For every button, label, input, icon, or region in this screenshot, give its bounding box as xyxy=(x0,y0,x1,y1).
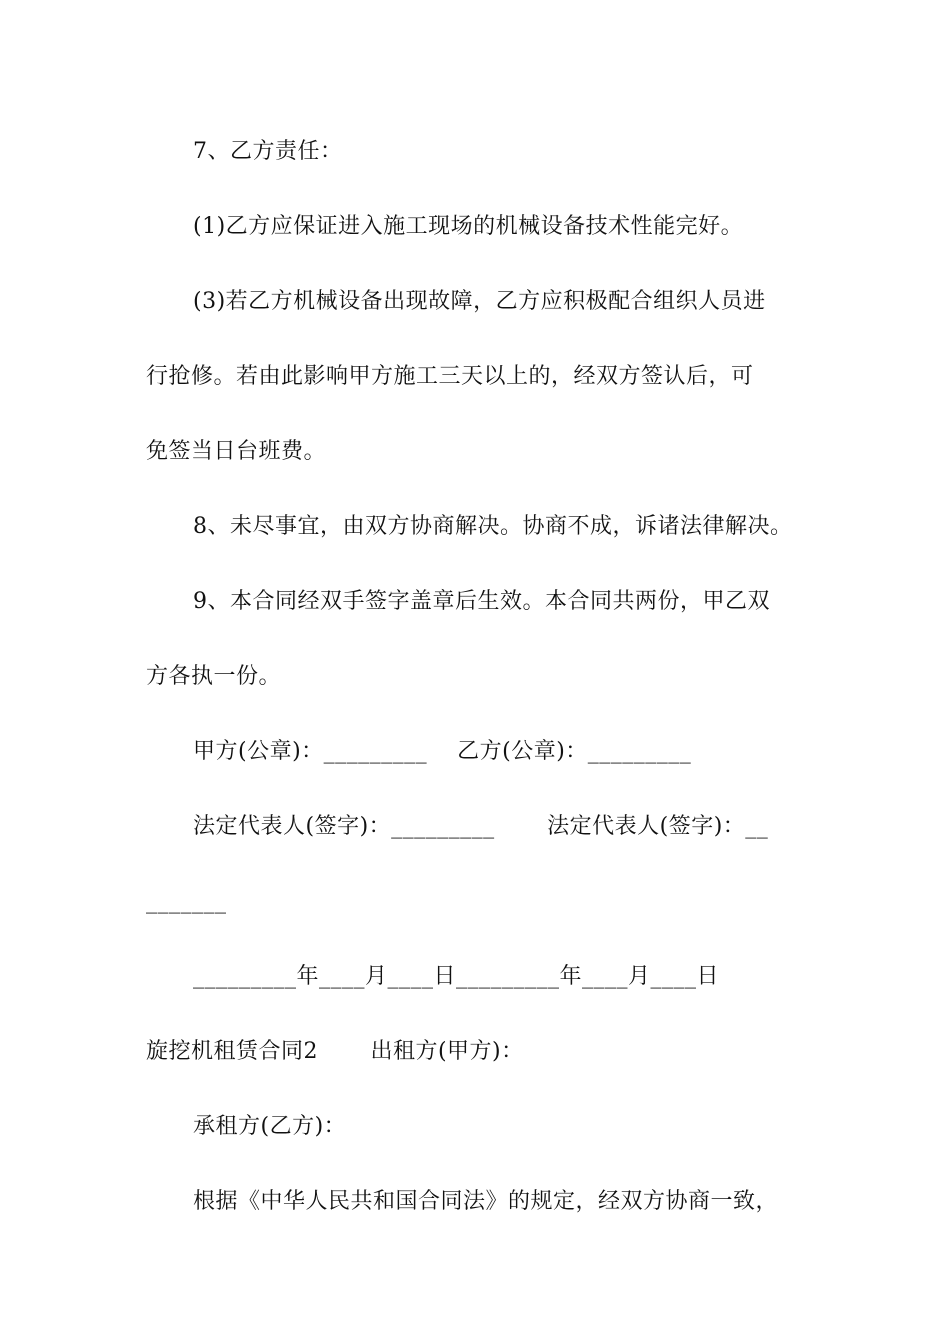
legal-rep-signature-continuation: _______ xyxy=(146,889,227,914)
clause-7-item-3-line-3: 免签当日台班费。 xyxy=(146,439,327,464)
clause-9-line-2: 方各执一份。 xyxy=(146,664,282,689)
date-line: _________年____月____日_________年____月____日 xyxy=(193,964,720,989)
clause-8: 8、未尽事宜，由双方协商解决。协商不成，诉诸法律解决。 xyxy=(193,514,793,539)
clause-7-item-1: (1)乙方应保证进入施工现场的机械设备技术性能完好。 xyxy=(193,214,744,239)
clause-9-line-1: 9、本合同经双手签字盖章后生效。本合同共两份，甲乙双 xyxy=(193,589,770,614)
seal-line: 甲方(公章)：_________ 乙方(公章)：_________ xyxy=(193,739,692,764)
clause-7-heading: 7、乙方责任： xyxy=(193,139,343,164)
lessee-line: 承租方(乙方)： xyxy=(193,1114,347,1139)
contract-2-title-lessor: 旋挖机租赁合同2 出租方(甲方)： xyxy=(146,1039,524,1064)
clause-7-item-3-line-2: 行抢修。若由此影响甲方施工三天以上的，经双方签认后，可 xyxy=(146,364,754,389)
legal-rep-signature-line: 法定代表人(签字)：_________ 法定代表人(签字)：__ xyxy=(193,814,769,839)
contract-law-preamble: 根据《中华人民共和国合同法》的规定，经双方协商一致， xyxy=(193,1189,779,1214)
clause-7-item-3-line-1: (3)若乙方机械设备出现故障，乙方应积极配合组织人员进 xyxy=(193,289,766,314)
